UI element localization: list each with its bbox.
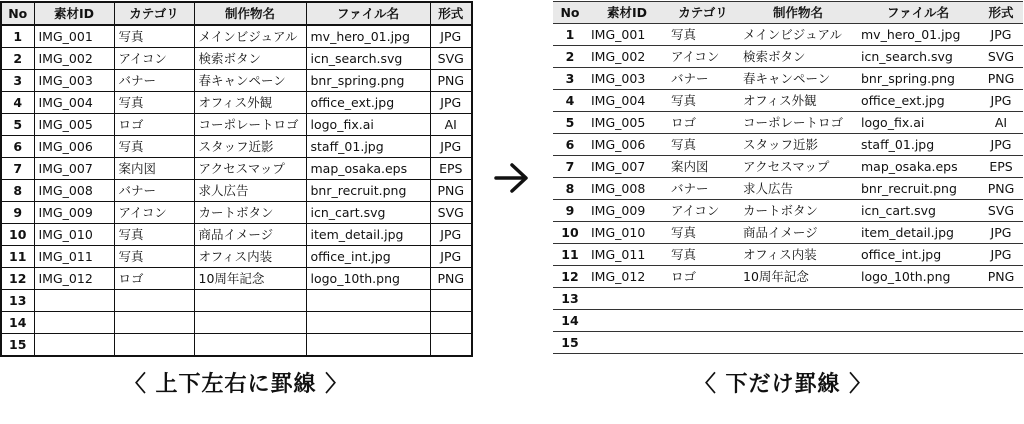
cell-category: 写真 (667, 222, 739, 244)
cell-no: 6 (1, 136, 34, 158)
cell-category: アイコン (114, 202, 194, 224)
cell-no: 11 (1, 246, 34, 268)
cell-file-name: office_int.jpg (306, 246, 430, 268)
cell-no: 5 (1, 114, 34, 136)
table-row (1, 158, 472, 180)
cell-file-name (857, 310, 979, 332)
caption-all-borders: 〈 上下左右に罫線 〉 (123, 372, 349, 397)
cell-file-name: office_ext.jpg (857, 90, 979, 112)
cell-category: 写真 (114, 92, 194, 114)
cell-format: SVG (979, 200, 1023, 222)
header-asset-id: 素材ID (34, 2, 114, 25)
cell-category: ロゴ (667, 266, 739, 288)
cell-category: ロゴ (667, 112, 739, 134)
cell-format: JPG (979, 134, 1023, 156)
header-asset-id: 素材ID (587, 2, 667, 24)
cell-work-name: スタッフ近影 (194, 136, 306, 158)
cell-asset-id: IMG_012 (587, 266, 667, 288)
cell-format: JPG (979, 90, 1023, 112)
table-row (1, 246, 472, 268)
cell-asset-id: IMG_003 (34, 70, 114, 92)
cell-asset-id: IMG_001 (587, 24, 667, 46)
cell-work-name: メインビジュアル (739, 24, 857, 46)
cell-file-name (306, 334, 430, 357)
cell-category (667, 332, 739, 354)
cell-work-name: カートボタン (739, 200, 857, 222)
cell-file-name: bnr_spring.png (857, 68, 979, 90)
table-row (553, 200, 1023, 222)
right-arrow-icon (492, 158, 532, 198)
cell-file-name: office_int.jpg (857, 244, 979, 266)
cell-work-name: オフィス内装 (739, 244, 857, 266)
cell-format: PNG (430, 268, 472, 290)
cell-no: 10 (1, 224, 34, 246)
cell-asset-id (34, 312, 114, 334)
table-row (553, 178, 1023, 200)
cell-asset-id: IMG_002 (34, 48, 114, 70)
header-category: カテゴリ (667, 2, 739, 24)
cell-format (430, 290, 472, 312)
cell-no: 10 (553, 222, 587, 244)
cell-file-name: logo_10th.png (857, 266, 979, 288)
cell-asset-id: IMG_009 (34, 202, 114, 224)
cell-category: 写真 (114, 246, 194, 268)
cell-no: 11 (553, 244, 587, 266)
cell-work-name (739, 310, 857, 332)
cell-category: 写真 (667, 24, 739, 46)
table-row (553, 68, 1023, 90)
cell-work-name: コーポレートロゴ (194, 114, 306, 136)
cell-asset-id: IMG_004 (587, 90, 667, 112)
cell-format: AI (979, 112, 1023, 134)
cell-format (430, 312, 472, 334)
cell-format: PNG (979, 68, 1023, 90)
table-row (553, 332, 1023, 354)
cell-category: バナー (114, 180, 194, 202)
cell-format: PNG (430, 70, 472, 92)
header-no: No (1, 2, 34, 25)
cell-work-name (739, 288, 857, 310)
cell-format: PNG (430, 180, 472, 202)
cell-asset-id: IMG_010 (587, 222, 667, 244)
cell-category: 写真 (114, 224, 194, 246)
cell-category (114, 334, 194, 357)
header-format: 形式 (430, 2, 472, 25)
cell-category: バナー (667, 178, 739, 200)
cell-asset-id (587, 288, 667, 310)
header-category: カテゴリ (114, 2, 194, 25)
cell-format (979, 310, 1023, 332)
cell-no: 8 (553, 178, 587, 200)
cell-file-name (306, 290, 430, 312)
table-row (553, 288, 1023, 310)
cell-asset-id: IMG_005 (34, 114, 114, 136)
cell-file-name: icn_search.svg (857, 46, 979, 68)
cell-format: JPG (430, 92, 472, 114)
cell-asset-id (34, 290, 114, 312)
cell-no: 1 (1, 25, 34, 48)
cell-work-name: アクセスマップ (739, 156, 857, 178)
cell-work-name: 春キャンペーン (194, 70, 306, 92)
cell-format (430, 334, 472, 357)
cell-file-name: map_osaka.eps (857, 156, 979, 178)
table-bottom-borders (553, 1, 1023, 354)
cell-asset-id: IMG_003 (587, 68, 667, 90)
table-row (1, 136, 472, 158)
cell-file-name: office_ext.jpg (306, 92, 430, 114)
cell-format: EPS (430, 158, 472, 180)
table-row (1, 202, 472, 224)
cell-category: バナー (114, 70, 194, 92)
header-work-name: 制作物名 (739, 2, 857, 24)
table-row (553, 24, 1023, 46)
cell-work-name: 求人広告 (194, 180, 306, 202)
cell-file-name: logo_fix.ai (857, 112, 979, 134)
cell-work-name: スタッフ近影 (739, 134, 857, 156)
cell-no: 1 (553, 24, 587, 46)
cell-no: 9 (1, 202, 34, 224)
cell-category: 写真 (667, 134, 739, 156)
cell-category: アイコン (667, 200, 739, 222)
cell-work-name: 商品イメージ (194, 224, 306, 246)
cell-file-name: logo_fix.ai (306, 114, 430, 136)
cell-asset-id: IMG_012 (34, 268, 114, 290)
cell-asset-id: IMG_008 (587, 178, 667, 200)
cell-category: ロゴ (114, 268, 194, 290)
cell-format (979, 332, 1023, 354)
cell-file-name: staff_01.jpg (857, 134, 979, 156)
cell-format: JPG (979, 222, 1023, 244)
cell-no: 3 (1, 70, 34, 92)
cell-asset-id: IMG_001 (34, 25, 114, 48)
cell-asset-id: IMG_011 (587, 244, 667, 266)
cell-format: AI (430, 114, 472, 136)
cell-work-name: メインビジュアル (194, 25, 306, 48)
cell-format: PNG (979, 266, 1023, 288)
cell-file-name (306, 312, 430, 334)
cell-asset-id: IMG_002 (587, 46, 667, 68)
cell-work-name: 商品イメージ (739, 222, 857, 244)
cell-file-name (857, 332, 979, 354)
cell-category (114, 290, 194, 312)
cell-file-name: icn_cart.svg (306, 202, 430, 224)
cell-no: 2 (1, 48, 34, 70)
table-row (1, 290, 472, 312)
cell-category: アイコン (667, 46, 739, 68)
cell-work-name: コーポレートロゴ (739, 112, 857, 134)
cell-category: 写真 (667, 244, 739, 266)
cell-file-name: icn_search.svg (306, 48, 430, 70)
cell-no: 15 (553, 332, 587, 354)
table-row (553, 310, 1023, 332)
cell-file-name: bnr_recruit.png (857, 178, 979, 200)
cell-work-name: アクセスマップ (194, 158, 306, 180)
header-work-name: 制作物名 (194, 2, 306, 25)
cell-category (667, 310, 739, 332)
cell-work-name (739, 332, 857, 354)
cell-no: 4 (1, 92, 34, 114)
cell-work-name: オフィス内装 (194, 246, 306, 268)
cell-category: バナー (667, 68, 739, 90)
cell-file-name: map_osaka.eps (306, 158, 430, 180)
cell-format: SVG (430, 48, 472, 70)
cell-asset-id: IMG_011 (34, 246, 114, 268)
header-file-name: ファイル名 (857, 2, 979, 24)
table-row (553, 222, 1023, 244)
table-row (1, 224, 472, 246)
cell-category: 写真 (114, 25, 194, 48)
table-all-borders (0, 1, 473, 357)
cell-file-name: item_detail.jpg (306, 224, 430, 246)
table-row (553, 46, 1023, 68)
cell-work-name: 10周年記念 (194, 268, 306, 290)
cell-file-name: mv_hero_01.jpg (857, 24, 979, 46)
cell-format: SVG (979, 46, 1023, 68)
table-row (1, 114, 472, 136)
table-row (553, 112, 1023, 134)
cell-no: 9 (553, 200, 587, 222)
cell-category (114, 312, 194, 334)
cell-work-name (194, 334, 306, 357)
header-file-name: ファイル名 (306, 2, 430, 25)
cell-file-name: logo_10th.png (306, 268, 430, 290)
table-row (1, 268, 472, 290)
cell-work-name: カートボタン (194, 202, 306, 224)
cell-work-name (194, 312, 306, 334)
cell-no: 7 (1, 158, 34, 180)
cell-no: 5 (553, 112, 587, 134)
cell-asset-id (587, 310, 667, 332)
table-row (1, 92, 472, 114)
cell-format: JPG (430, 246, 472, 268)
cell-asset-id: IMG_009 (587, 200, 667, 222)
cell-no: 3 (553, 68, 587, 90)
cell-file-name: mv_hero_01.jpg (306, 25, 430, 48)
cell-no: 13 (553, 288, 587, 310)
cell-format (979, 288, 1023, 310)
cell-asset-id: IMG_005 (587, 112, 667, 134)
cell-format: JPG (430, 224, 472, 246)
cell-asset-id: IMG_004 (34, 92, 114, 114)
cell-file-name (857, 288, 979, 310)
cell-category: アイコン (114, 48, 194, 70)
cell-category: 写真 (114, 136, 194, 158)
table-row (553, 90, 1023, 112)
cell-asset-id (34, 334, 114, 357)
cell-file-name: icn_cart.svg (857, 200, 979, 222)
cell-category (667, 288, 739, 310)
cell-no: 14 (553, 310, 587, 332)
cell-work-name: オフィス外観 (194, 92, 306, 114)
cell-work-name: 検索ボタン (194, 48, 306, 70)
cell-file-name: bnr_recruit.png (306, 180, 430, 202)
cell-format: JPG (430, 136, 472, 158)
cell-no: 7 (553, 156, 587, 178)
table-row (553, 244, 1023, 266)
table-row (553, 134, 1023, 156)
header-row (1, 2, 472, 25)
cell-category: 案内図 (114, 158, 194, 180)
cell-no: 13 (1, 290, 34, 312)
cell-format: JPG (979, 24, 1023, 46)
cell-work-name: オフィス外観 (739, 90, 857, 112)
cell-category: 写真 (667, 90, 739, 112)
cell-file-name: staff_01.jpg (306, 136, 430, 158)
header-no: No (553, 2, 587, 24)
cell-no: 2 (553, 46, 587, 68)
cell-work-name: 春キャンペーン (739, 68, 857, 90)
cell-asset-id: IMG_006 (34, 136, 114, 158)
table-row (1, 180, 472, 202)
cell-work-name: 検索ボタン (739, 46, 857, 68)
cell-format: EPS (979, 156, 1023, 178)
cell-format: SVG (430, 202, 472, 224)
cell-no: 4 (553, 90, 587, 112)
table-row (553, 266, 1023, 288)
cell-asset-id: IMG_006 (587, 134, 667, 156)
cell-category: 案内図 (667, 156, 739, 178)
cell-file-name: item_detail.jpg (857, 222, 979, 244)
cell-no: 14 (1, 312, 34, 334)
cell-asset-id: IMG_010 (34, 224, 114, 246)
cell-format: PNG (979, 178, 1023, 200)
table-row (1, 312, 472, 334)
header-format: 形式 (979, 2, 1023, 24)
cell-format: JPG (979, 244, 1023, 266)
table-row (1, 25, 472, 48)
cell-no: 15 (1, 334, 34, 357)
cell-no: 12 (1, 268, 34, 290)
header-row (553, 2, 1023, 24)
cell-no: 12 (553, 266, 587, 288)
cell-no: 6 (553, 134, 587, 156)
table-row (1, 70, 472, 92)
cell-asset-id (587, 332, 667, 354)
cell-asset-id: IMG_008 (34, 180, 114, 202)
cell-asset-id: IMG_007 (587, 156, 667, 178)
cell-work-name: 10周年記念 (739, 266, 857, 288)
cell-work-name: 求人広告 (739, 178, 857, 200)
table-row (1, 48, 472, 70)
cell-file-name: bnr_spring.png (306, 70, 430, 92)
cell-work-name (194, 290, 306, 312)
cell-category: ロゴ (114, 114, 194, 136)
cell-format: JPG (430, 25, 472, 48)
cell-no: 8 (1, 180, 34, 202)
cell-asset-id: IMG_007 (34, 158, 114, 180)
table-row (553, 156, 1023, 178)
table-row (1, 334, 472, 357)
caption-bottom-borders: 〈 下だけ罫線 〉 (693, 372, 873, 397)
